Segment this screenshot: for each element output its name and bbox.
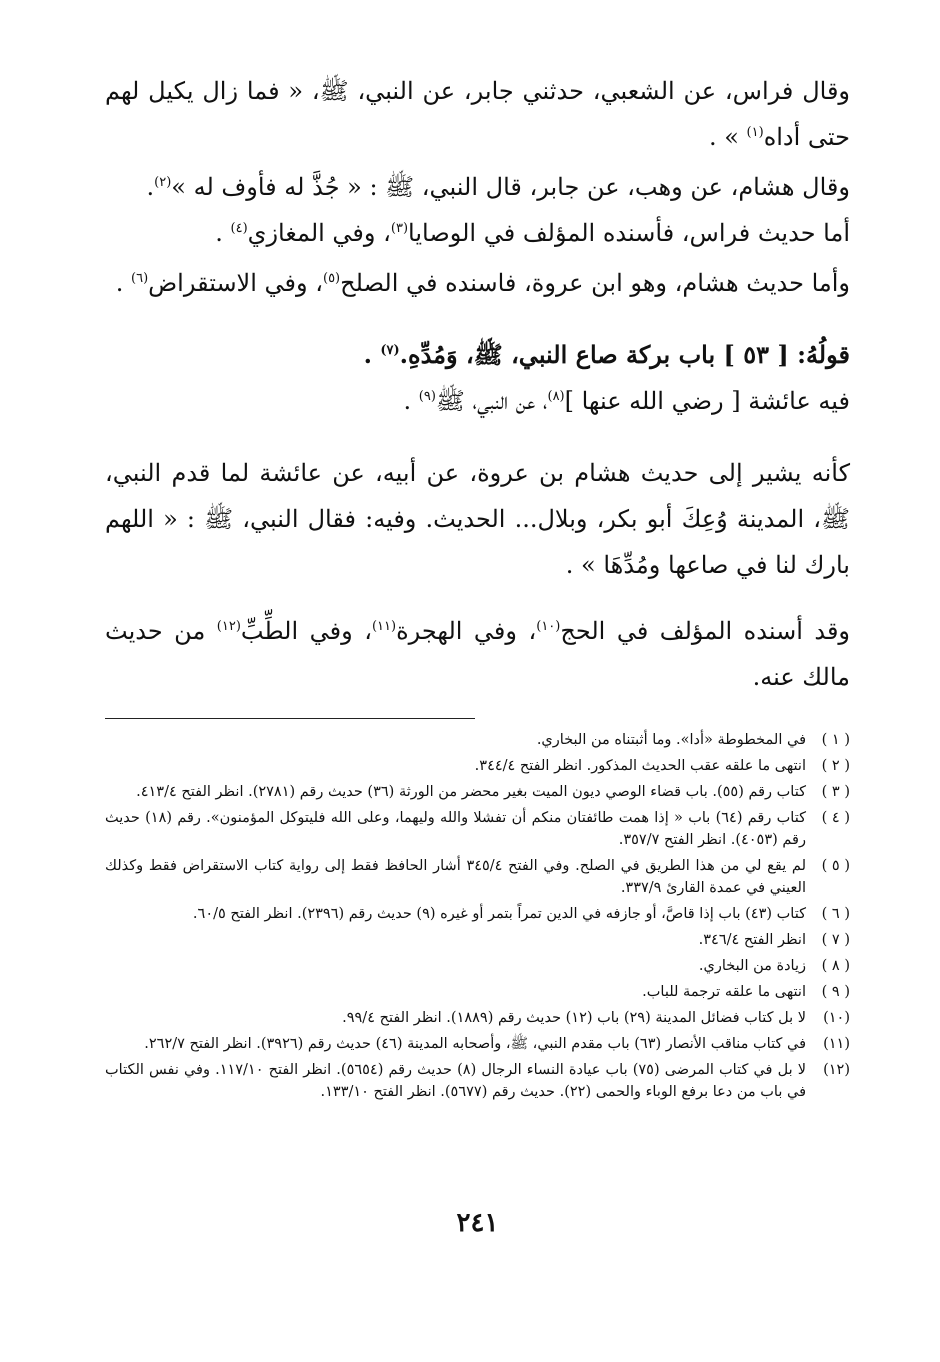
paragraph-firas-sources: [105, 210, 850, 256]
text-span: فيه عائشة [ رضي الله عنها ]: [564, 387, 850, 415]
footnote-text: في المخطوطة «أدا». وما أثبتناه من البخاري.: [536, 732, 806, 748]
paragraph-commentary: [105, 450, 850, 588]
footnote-item: [105, 955, 850, 977]
footnote-text: لا بل في كتاب المرضى (٧٥) باب عيادة النساء الرجال (٨) حديث رقم (٥٦٥٤). انظر الفتح ١١٧/١٠. وفي نفس الكتاب في باب من دعا برفع الوباء والحمى (٢٢). حديث رقم (٥٦٧٧). انظر الفتح ١٣٣/١٠.: [105, 1062, 806, 1100]
text-span: وقال هشام، عن وهب، عن جابر، قال النبي، ﷺ : « جُذَّ له فأوف له »: [171, 173, 850, 201]
text-span: ، وفي الطِّبِّ: [240, 617, 372, 645]
footnote-number: ( ٩ ): [821, 984, 850, 1000]
footnote-ref[interactable]: (٢): [154, 175, 172, 190]
footnote-text: انظر الفتح ٣٤٦/٤.: [698, 932, 806, 948]
footnote-item: [105, 1059, 850, 1103]
footnote-item: [105, 729, 850, 751]
text-span: أما حديث فراس، فأسنده المؤلف في الوصايا: [408, 219, 850, 247]
footnote-ref[interactable]: (٨): [547, 389, 565, 404]
footnote-number: ( ٣ ): [821, 784, 850, 800]
footnote-text: لا بل كتاب فضائل المدينة (٢٩) باب (١٢) حديث رقم (١٨٨٩). انظر الفتح ٩٩/٤.: [342, 1010, 806, 1026]
text-span: ، وفي الاستقراض: [148, 269, 323, 297]
footnote-text: كتاب رقم (٦٤) باب « إذا همت طائفتان منكم أن تفشلا والله وليهما، وعلى الله فليتوكل المؤمنون». رقم (١٨) حديث رقم (٤٠٥٣). انظر الفتح ٣٥٧/٧.: [105, 810, 806, 848]
footnote-ref[interactable]: (٥): [322, 271, 341, 286]
footnote-ref[interactable]: (٦): [131, 271, 149, 286]
footnote-text: كتاب رقم (٥٥). باب قضاء الوصي ديون الميت بغير محضر من الورثة (٣٦) حديث رقم (٢٧٨١). انظر الفتح ٤١٣/٤.: [136, 784, 806, 800]
footnote-ref[interactable]: (١٢): [216, 619, 241, 634]
footnote-text: انتهى ما علقه عقب الحديث المذكور. انظر الفتح ٣٤٤/٤.: [474, 758, 806, 774]
text-span: .: [115, 269, 131, 297]
footnote-number: ( ٤ ): [821, 810, 850, 826]
footnote-ref[interactable]: (٤): [230, 221, 248, 236]
paragraph-malik-sources: [105, 608, 850, 700]
footnote-number: ( ٥ ): [821, 858, 850, 874]
footnote-number: ( ٦ ): [821, 906, 850, 922]
text-span: وقال فراس، عن الشعبي، حدثني جابر، عن النبي، ﷺ، « فما زال يكيل لهم حتى أداه: [105, 77, 850, 151]
chapter-heading: [105, 332, 850, 378]
footnote-text: كتاب (٤٣) باب إذا قاصَّ، أو جازفه في الدين تمراً بتمر أو غيره (٩) حديث رقم (٢٣٩٦). انظر الفتح ٦٠/٥.: [192, 906, 806, 922]
footnote-number: (١٠): [823, 1010, 850, 1026]
footnote-ref[interactable]: (٣): [390, 221, 409, 236]
footnote-ref[interactable]: (١١): [371, 619, 397, 634]
footnote-ref[interactable]: (٧): [380, 343, 400, 358]
text-span: ، وفي المغازي: [247, 219, 391, 247]
paragraph-aisha: [105, 378, 850, 424]
footnote-divider: [105, 718, 475, 719]
footnote-ref[interactable]: (٩): [418, 389, 436, 404]
paragraph-firas-hadith: [105, 68, 850, 160]
footnote-list: [105, 729, 850, 1103]
footnote-item: [105, 1033, 850, 1055]
paragraph-hisham-hadith: [105, 164, 850, 210]
text-span: .: [146, 173, 155, 201]
footnote-text: زيادة من البخاري.: [698, 958, 806, 974]
footnote-item: [105, 1007, 850, 1029]
footnote-number: (١١): [823, 1036, 850, 1052]
text-span: وقد أسنده المؤلف في الحج: [560, 617, 851, 645]
footnote-ref[interactable]: (١٠): [536, 619, 561, 634]
text-span: قولُهُ: [ ٥٣ ] باب بركة صاع النبي، ﷺ، وَمُدِّهِ.: [399, 340, 850, 369]
footnote-number: ( ٢ ): [821, 758, 850, 774]
footnote-number: ( ١ ): [821, 732, 850, 748]
paragraph-hisham-sources: [105, 260, 850, 306]
text-span: كأنه يشير إلى حديث هشام بن عروة، عن أبيه، عن عائشة لما قدم النبي، ﷺ، المدينة وُعِكَ أبو بكر، وبلال... الحديث. وفيه: فقال النبي، ﷺ : « اللهم بارك لنا في صاعها ومُدِّهَا » .: [105, 459, 850, 579]
document-page: [105, 68, 850, 1362]
text-span: وأما حديث هشام، وهو ابن عروة، فاسنده في الصلح: [340, 269, 850, 297]
text-span: ، عن النبي، ﷺ: [435, 387, 548, 415]
text-span: .: [403, 387, 419, 415]
text-span: » .: [708, 123, 747, 151]
footnote-item: [105, 807, 850, 851]
footnote-text: لم يقع لي من هذا الطريق في الصلح. وفي الفتح ٣٤٥/٤ أشار الحافظ فقط إلى رواية كتاب الاستقراض فقط وكذلك العيني في عمدة القارئ ٣٣٧/٩.: [105, 858, 807, 896]
footnote-number: (١٢): [823, 1062, 850, 1078]
footnote-item: [105, 781, 850, 803]
text-span: .: [363, 340, 381, 369]
text-span: ، وفي الهجرة: [396, 617, 537, 645]
footnote-item: [105, 855, 850, 899]
text-span: من حديث مالك عنه.: [105, 617, 850, 691]
footnote-number: ( ٨ ): [821, 958, 850, 974]
footnote-item: [105, 755, 850, 777]
footnote-number: ( ٧ ): [821, 932, 850, 948]
footnote-item: [105, 929, 850, 951]
footnote-ref[interactable]: (١): [746, 125, 764, 140]
text-span: .: [215, 219, 231, 247]
footnote-item: [105, 981, 850, 1003]
footnote-item: [105, 903, 850, 925]
footnote-text: في كتاب مناقب الأنصار (٦٣) باب مقدم النبي، ﷺ، وأصحابه المدينة (٤٦) حديث رقم (٣٩٢٦). انظر الفتح ٢٦٢/٧.: [144, 1036, 806, 1052]
footnote-text: انتهى ما علقه ترجمة للباب.: [642, 984, 806, 1000]
page-number: ٢٤١: [456, 1208, 499, 1238]
